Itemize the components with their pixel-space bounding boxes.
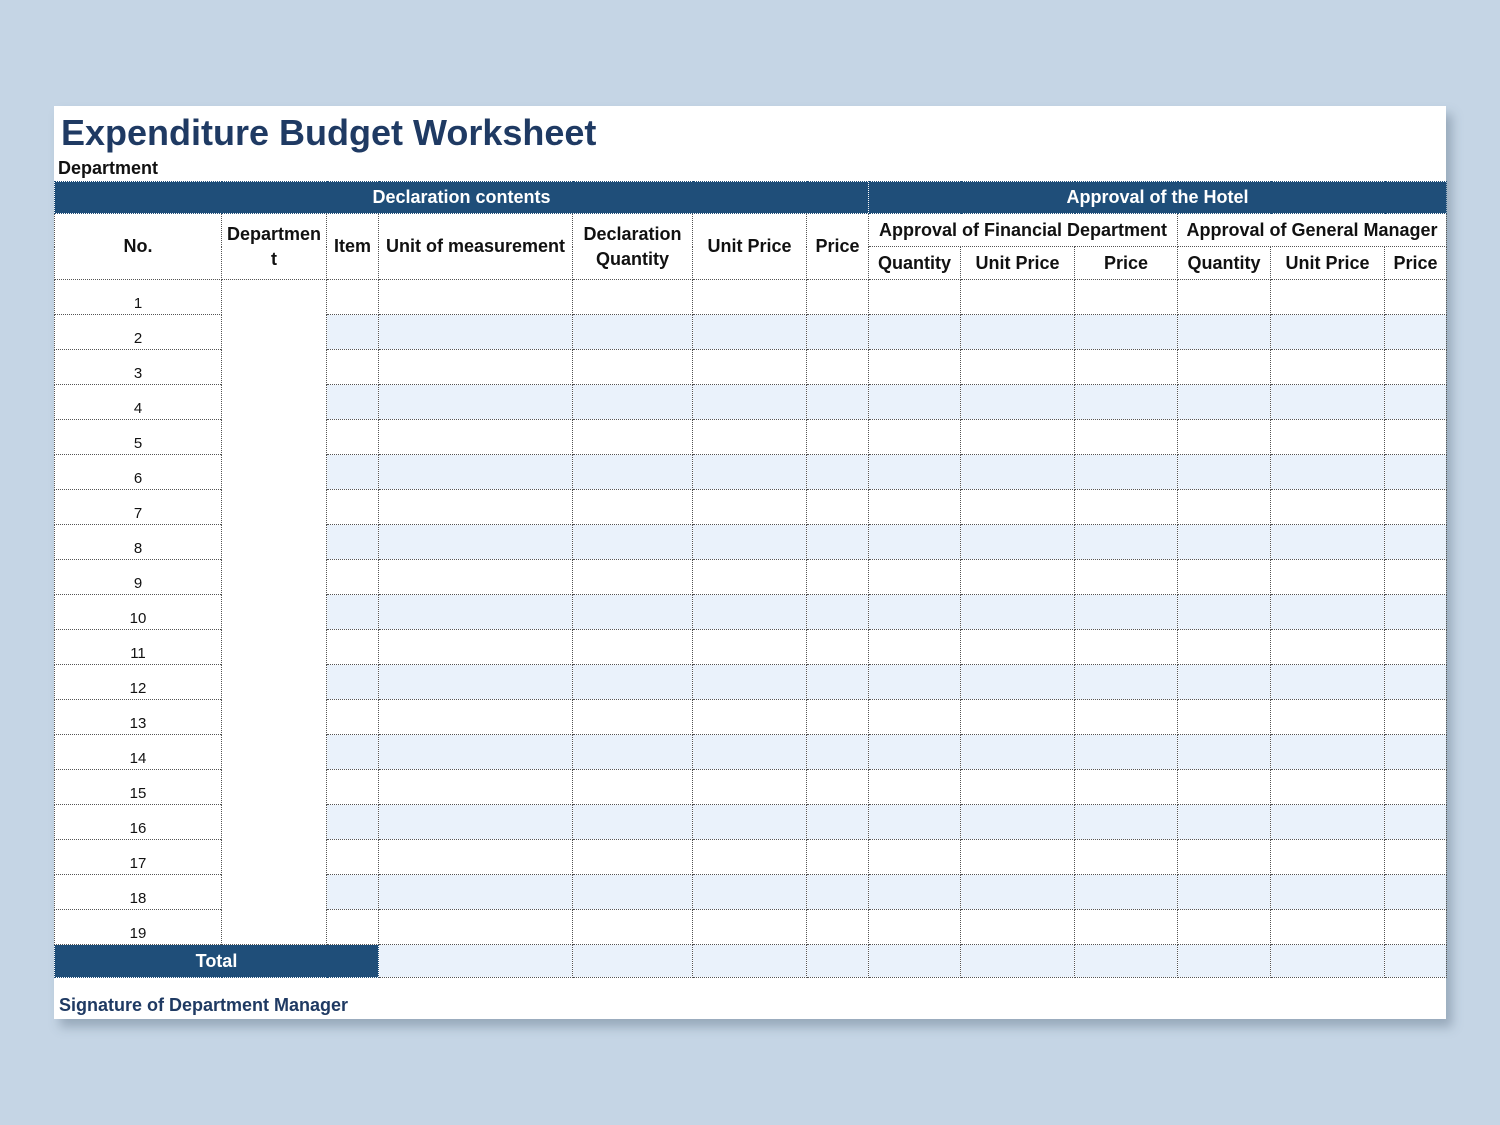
table-cell[interactable] (869, 350, 961, 385)
table-cell[interactable] (1385, 525, 1447, 560)
table-cell[interactable] (573, 805, 693, 840)
row-number: 5 (55, 420, 222, 455)
table-cell[interactable] (961, 525, 1075, 560)
table-cell[interactable] (1178, 385, 1271, 420)
table-cell[interactable] (961, 385, 1075, 420)
department-cell[interactable] (222, 280, 327, 945)
table-cell[interactable] (1385, 630, 1447, 665)
table-cell[interactable] (379, 630, 573, 665)
table-cell[interactable] (807, 280, 869, 315)
table-cell[interactable] (379, 420, 573, 455)
table-cell[interactable] (869, 665, 961, 700)
table-cell[interactable] (573, 735, 693, 770)
row-number: 6 (55, 455, 222, 490)
table-cell[interactable] (1178, 315, 1271, 350)
row-number: 15 (55, 770, 222, 805)
table-cell[interactable] (1385, 315, 1447, 350)
table-cell[interactable] (379, 840, 573, 875)
table-cell[interactable] (1271, 560, 1385, 595)
gm-unit-price-header: Unit Price (1271, 247, 1385, 280)
table-cell[interactable] (573, 595, 693, 630)
table-cell[interactable] (869, 420, 961, 455)
table-cell[interactable] (693, 350, 807, 385)
table-cell[interactable] (807, 490, 869, 525)
table-cell[interactable] (869, 525, 961, 560)
table-cell[interactable] (379, 560, 573, 595)
table-cell[interactable] (327, 280, 379, 315)
table-cell[interactable] (327, 805, 379, 840)
table-cell[interactable] (1385, 385, 1447, 420)
table-cell[interactable] (869, 595, 961, 630)
table-cell[interactable] (807, 420, 869, 455)
table-cell[interactable] (1178, 490, 1271, 525)
table-cell[interactable] (1178, 805, 1271, 840)
table-cell[interactable] (693, 525, 807, 560)
table-cell[interactable] (1178, 910, 1271, 945)
table-cell[interactable] (1385, 595, 1447, 630)
table-cell[interactable] (1075, 315, 1178, 350)
department-header: Departmen t (222, 214, 327, 280)
table-cell[interactable] (327, 350, 379, 385)
table-cell[interactable] (573, 630, 693, 665)
department-label: Department (58, 158, 159, 178)
table-cell[interactable] (869, 490, 961, 525)
table-cell[interactable] (807, 735, 869, 770)
table-cell[interactable] (869, 315, 961, 350)
table-cell[interactable] (1075, 420, 1178, 455)
table-cell[interactable] (961, 770, 1075, 805)
table-cell[interactable] (961, 350, 1075, 385)
table-cell[interactable] (869, 560, 961, 595)
budget-table (54, 181, 1447, 978)
table-cell[interactable] (807, 700, 869, 735)
row-number: 10 (55, 595, 222, 630)
table-cell[interactable] (1271, 770, 1385, 805)
table-cell[interactable] (869, 770, 961, 805)
total-cell[interactable] (869, 945, 961, 978)
table-cell[interactable] (693, 630, 807, 665)
table-cell[interactable] (807, 560, 869, 595)
table-cell[interactable] (1178, 595, 1271, 630)
table-cell[interactable] (379, 700, 573, 735)
fin-unit-price-header: Unit Price (961, 247, 1075, 280)
table-cell[interactable] (693, 875, 807, 910)
table-cell[interactable] (327, 490, 379, 525)
table-cell[interactable] (1075, 700, 1178, 735)
table-cell[interactable] (1178, 700, 1271, 735)
row-number: 8 (55, 525, 222, 560)
table-cell[interactable] (869, 910, 961, 945)
table-cell[interactable] (1271, 875, 1385, 910)
table-cell[interactable] (1385, 700, 1447, 735)
item-header: Item (327, 214, 379, 280)
table-cell[interactable] (961, 455, 1075, 490)
table-cell[interactable] (379, 455, 573, 490)
row-number: 3 (55, 350, 222, 385)
table-cell[interactable] (693, 805, 807, 840)
total-cell[interactable] (807, 945, 869, 978)
table-cell[interactable] (1385, 280, 1447, 315)
table-cell[interactable] (1178, 630, 1271, 665)
table-cell[interactable] (807, 665, 869, 700)
table-cell[interactable] (1385, 805, 1447, 840)
table-cell[interactable] (1075, 280, 1178, 315)
table-cell[interactable] (327, 385, 379, 420)
table-cell[interactable] (807, 770, 869, 805)
table-cell[interactable] (1271, 805, 1385, 840)
table-cell[interactable] (379, 385, 573, 420)
table-cell[interactable] (327, 455, 379, 490)
table-cell[interactable] (693, 700, 807, 735)
table-cell[interactable] (1075, 910, 1178, 945)
signature-label: Signature of Department Manager (59, 995, 349, 1015)
table-cell[interactable] (693, 420, 807, 455)
table-cell[interactable] (807, 350, 869, 385)
table-cell[interactable] (573, 840, 693, 875)
table-cell[interactable] (379, 280, 573, 315)
table-cell[interactable] (961, 560, 1075, 595)
total-row (55, 945, 1447, 978)
table-cell[interactable] (693, 595, 807, 630)
unit-of-measurement-header: Unit of measurement (379, 214, 573, 280)
row-number: 14 (55, 735, 222, 770)
table-cell[interactable] (693, 840, 807, 875)
table-cell[interactable] (1178, 455, 1271, 490)
table-cell[interactable] (693, 455, 807, 490)
table-cell[interactable] (1271, 840, 1385, 875)
row-number: 13 (55, 700, 222, 735)
price-header: Price (807, 214, 869, 280)
table-cell[interactable] (807, 525, 869, 560)
row-number: 18 (55, 875, 222, 910)
table-cell[interactable] (693, 385, 807, 420)
table-cell[interactable] (327, 700, 379, 735)
table-cell[interactable] (693, 560, 807, 595)
total-cell[interactable] (1271, 945, 1385, 978)
total-cell[interactable] (961, 945, 1075, 978)
table-cell[interactable] (379, 350, 573, 385)
row-number: 1 (55, 280, 222, 315)
table-cell[interactable] (1271, 490, 1385, 525)
table-row (55, 280, 1447, 315)
table-cell[interactable] (1271, 595, 1385, 630)
table-cell[interactable] (807, 385, 869, 420)
table-cell[interactable] (807, 805, 869, 840)
table-cell[interactable] (1075, 350, 1178, 385)
table-cell[interactable] (1385, 875, 1447, 910)
table-cell[interactable] (693, 770, 807, 805)
table-cell[interactable] (961, 805, 1075, 840)
table-cell[interactable] (379, 735, 573, 770)
approval-hotel-header: Approval of the Hotel (869, 182, 1447, 214)
row-number: 4 (55, 385, 222, 420)
table-cell[interactable] (379, 525, 573, 560)
table-cell[interactable] (1385, 840, 1447, 875)
table-cell[interactable] (1075, 840, 1178, 875)
total-cell[interactable] (1075, 945, 1178, 978)
table-cell[interactable] (1385, 560, 1447, 595)
table-cell[interactable] (1075, 385, 1178, 420)
total-cell[interactable] (1178, 945, 1271, 978)
fin-quantity-header: Quantity (869, 247, 961, 280)
row-number: 9 (55, 560, 222, 595)
table-cell[interactable] (1075, 490, 1178, 525)
table-cell[interactable] (961, 735, 1075, 770)
table-cell[interactable] (379, 665, 573, 700)
table-cell[interactable] (1271, 315, 1385, 350)
table-cell[interactable] (869, 280, 961, 315)
table-cell[interactable] (1271, 280, 1385, 315)
table-cell[interactable] (1178, 665, 1271, 700)
table-cell[interactable] (961, 595, 1075, 630)
table-cell[interactable] (869, 875, 961, 910)
total-label: Total (55, 945, 379, 978)
table-cell[interactable] (807, 315, 869, 350)
row-number: 2 (55, 315, 222, 350)
table-cell[interactable] (869, 385, 961, 420)
table-cell[interactable] (1178, 770, 1271, 805)
table-cell[interactable] (573, 455, 693, 490)
table-cell[interactable] (327, 315, 379, 350)
table-cell[interactable] (1271, 385, 1385, 420)
table-cell[interactable] (573, 700, 693, 735)
table-cell[interactable] (1075, 525, 1178, 560)
table-cell[interactable] (379, 770, 573, 805)
table-cell[interactable] (1271, 735, 1385, 770)
fin-price-header: Price (1075, 247, 1178, 280)
gm-price-header: Price (1385, 247, 1447, 280)
no-header: No. (55, 214, 222, 280)
table-cell[interactable] (573, 350, 693, 385)
table-cell[interactable] (1178, 350, 1271, 385)
total-cell[interactable] (379, 945, 573, 978)
table-cell[interactable] (1178, 525, 1271, 560)
table-cell[interactable] (1271, 350, 1385, 385)
table-cell[interactable] (1178, 875, 1271, 910)
table-cell[interactable] (573, 490, 693, 525)
table-cell[interactable] (961, 700, 1075, 735)
worksheet (54, 106, 1446, 1019)
table-cell[interactable] (869, 840, 961, 875)
table-cell[interactable] (961, 315, 1075, 350)
table-cell[interactable] (869, 735, 961, 770)
table-cell[interactable] (327, 910, 379, 945)
table-cell[interactable] (869, 455, 961, 490)
table-cell[interactable] (693, 315, 807, 350)
table-cell[interactable] (869, 700, 961, 735)
gm-quantity-header: Quantity (1178, 247, 1271, 280)
row-number: 12 (55, 665, 222, 700)
table-cell[interactable] (1075, 770, 1178, 805)
table-cell[interactable] (573, 770, 693, 805)
total-cell[interactable] (693, 945, 807, 978)
table-cell[interactable] (327, 875, 379, 910)
row-number: 7 (55, 490, 222, 525)
header-row-2 (55, 214, 1447, 247)
table-cell[interactable] (573, 525, 693, 560)
table-cell[interactable] (327, 560, 379, 595)
table-cell[interactable] (961, 840, 1075, 875)
table-cell[interactable] (1271, 700, 1385, 735)
table-cell[interactable] (573, 875, 693, 910)
table-cell[interactable] (961, 280, 1075, 315)
table-cell[interactable] (961, 910, 1075, 945)
table-cell[interactable] (1075, 665, 1178, 700)
table-cell[interactable] (1075, 805, 1178, 840)
table-cell[interactable] (1178, 280, 1271, 315)
header-row-1 (55, 182, 1447, 214)
table-cell[interactable] (1385, 735, 1447, 770)
table-cell[interactable] (1385, 665, 1447, 700)
table-cell[interactable] (1178, 735, 1271, 770)
row-number: 16 (55, 805, 222, 840)
table-cell[interactable] (693, 490, 807, 525)
table-cell[interactable] (327, 420, 379, 455)
table-cell[interactable] (1271, 420, 1385, 455)
table-cell[interactable] (869, 630, 961, 665)
table-cell[interactable] (327, 665, 379, 700)
table-cell[interactable] (693, 910, 807, 945)
table-cell[interactable] (1385, 490, 1447, 525)
declaration-quantity-header: Declaration Quantity (573, 214, 693, 280)
table-cell[interactable] (1178, 840, 1271, 875)
table-cell[interactable] (573, 385, 693, 420)
table-cell[interactable] (1075, 630, 1178, 665)
total-cell[interactable] (573, 945, 693, 978)
table-cell[interactable] (1385, 420, 1447, 455)
page-title: Expenditure Budget Worksheet (61, 112, 597, 153)
table-cell[interactable] (379, 315, 573, 350)
table-cell[interactable] (1271, 630, 1385, 665)
table-cell[interactable] (573, 315, 693, 350)
table-cell[interactable] (327, 525, 379, 560)
row-number: 17 (55, 840, 222, 875)
table-cell[interactable] (573, 665, 693, 700)
row-number: 19 (55, 910, 222, 945)
table-cell[interactable] (327, 735, 379, 770)
unit-price-header: Unit Price (693, 214, 807, 280)
table-cell[interactable] (1075, 735, 1178, 770)
table-cell[interactable] (1075, 455, 1178, 490)
table-cell[interactable] (961, 665, 1075, 700)
table-cell[interactable] (1385, 910, 1447, 945)
row-number: 11 (55, 630, 222, 665)
total-cell[interactable] (1385, 945, 1447, 978)
table-cell[interactable] (1075, 875, 1178, 910)
table-cell[interactable] (693, 665, 807, 700)
table-cell[interactable] (1385, 770, 1447, 805)
approval-gm-header: Approval of General Manager (1178, 214, 1447, 247)
table-cell[interactable] (1271, 665, 1385, 700)
table-cell[interactable] (379, 490, 573, 525)
table-cell[interactable] (573, 420, 693, 455)
table-cell[interactable] (807, 455, 869, 490)
table-cell[interactable] (1271, 910, 1385, 945)
table-cell[interactable] (1271, 525, 1385, 560)
table-cell[interactable] (807, 910, 869, 945)
declaration-contents-header: Declaration contents (55, 182, 869, 214)
table-cell[interactable] (807, 595, 869, 630)
table-cell[interactable] (1178, 420, 1271, 455)
table-cell[interactable] (327, 840, 379, 875)
table-cell[interactable] (1075, 595, 1178, 630)
table-cell[interactable] (327, 630, 379, 665)
table-cell[interactable] (379, 805, 573, 840)
table-cell[interactable] (379, 910, 573, 945)
table-cell[interactable] (807, 630, 869, 665)
table-cell[interactable] (807, 840, 869, 875)
table-cell[interactable] (961, 490, 1075, 525)
table-cell[interactable] (573, 280, 693, 315)
table-cell[interactable] (693, 735, 807, 770)
table-cell[interactable] (573, 910, 693, 945)
table-cell[interactable] (1075, 560, 1178, 595)
table-cell[interactable] (807, 875, 869, 910)
table-cell[interactable] (961, 420, 1075, 455)
table-cell[interactable] (1178, 560, 1271, 595)
table-cell[interactable] (869, 805, 961, 840)
approval-financial-header: Approval of Financial Department (869, 214, 1178, 247)
table-cell[interactable] (693, 280, 807, 315)
table-cell[interactable] (327, 770, 379, 805)
table-cell[interactable] (1385, 455, 1447, 490)
table-cell[interactable] (327, 595, 379, 630)
table-cell[interactable] (1271, 455, 1385, 490)
table-cell[interactable] (1385, 350, 1447, 385)
table-cell[interactable] (379, 595, 573, 630)
table-cell[interactable] (573, 560, 693, 595)
table-cell[interactable] (961, 875, 1075, 910)
table-cell[interactable] (961, 630, 1075, 665)
table-cell[interactable] (379, 875, 573, 910)
